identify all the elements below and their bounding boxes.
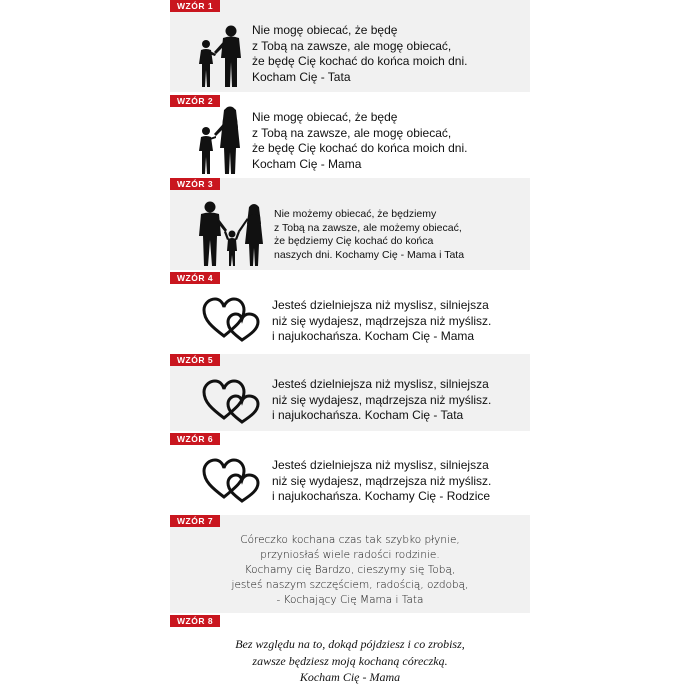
pattern-label: WZÓR 3: [170, 178, 220, 190]
pattern-label: WZÓR 1: [170, 0, 220, 12]
pattern-7[interactable]: [170, 515, 530, 613]
double-hearts-icon: [202, 296, 262, 342]
pattern-4[interactable]: [170, 272, 530, 352]
pattern-text: Jesteś dzielniejsza niż myslisz, silniejsza niż się wydajesz, mądrzejsza niż myślisz. i najukochańsza. Kocham Cię - Mama: [272, 298, 492, 343]
double-hearts-icon: [202, 457, 262, 503]
pattern-label: WZÓR 4: [170, 272, 220, 284]
father-child-silhouette-icon: [192, 24, 248, 88]
pattern-8[interactable]: [170, 615, 530, 700]
pattern-text: Córeczko kochana czas tak szybko płynie, przyniosłaś wiele radości rodzinie. Kochamy cię Bardzo, cieszymy się Tobą, jesteś naszym szczęściem, radością, ozdobą, - Kochający Cię Mama i Tata: [231, 534, 469, 606]
pattern-6[interactable]: [170, 433, 530, 513]
pattern-text: Bez względu na to, dokąd pójdziesz i co zrobisz, zawsze będziesz moją kochaną córeczką. Kocham Cię - Mama: [235, 637, 465, 684]
pattern-5[interactable]: [170, 354, 530, 431]
pattern-text: Nie mogę obiecać, że będę z Tobą na zawsze, ale mogę obiecać, że będę Cię kochać do końca moich dni. Kocham Cię - Mama: [252, 110, 468, 171]
pattern-label: WZÓR 7: [170, 515, 220, 527]
pattern-1[interactable]: [170, 0, 530, 92]
pattern-3[interactable]: [170, 178, 530, 270]
pattern-label: WZÓR 6: [170, 433, 220, 445]
pattern-text: Nie możemy obiecać, że będziemy z Tobą na zawsze, ale możemy obiecać, że będziemy Cię kochać do końca naszych dni. Kochamy Cię - Mama i Tata: [274, 208, 465, 261]
family-silhouette-icon: [196, 200, 268, 268]
mother-child-silhouette-icon: [194, 104, 248, 176]
double-hearts-icon: [202, 378, 262, 424]
pattern-text: Jesteś dzielniejsza niż myslisz, silniejsza niż się wydajesz, mądrzejsza niż myślisz. i najukochańsza. Kochamy Cię - Rodzice: [272, 458, 492, 503]
pattern-label: WZÓR 2: [170, 95, 220, 107]
pattern-text: Jesteś dzielniejsza niż myslisz, silniejsza niż się wydajesz, mądrzejsza niż myślisz. i najukochańsza. Kocham Cię - Tata: [272, 377, 492, 422]
pattern-label: WZÓR 5: [170, 354, 220, 366]
pattern-2[interactable]: [170, 95, 530, 178]
pattern-label: WZÓR 8: [170, 615, 220, 627]
pattern-text: Nie mogę obiecać, że będę z Tobą na zawsze, ale mogę obiecać, że będę Cię kochać do końca moich dni. Kocham Cię - Tata: [252, 23, 468, 84]
